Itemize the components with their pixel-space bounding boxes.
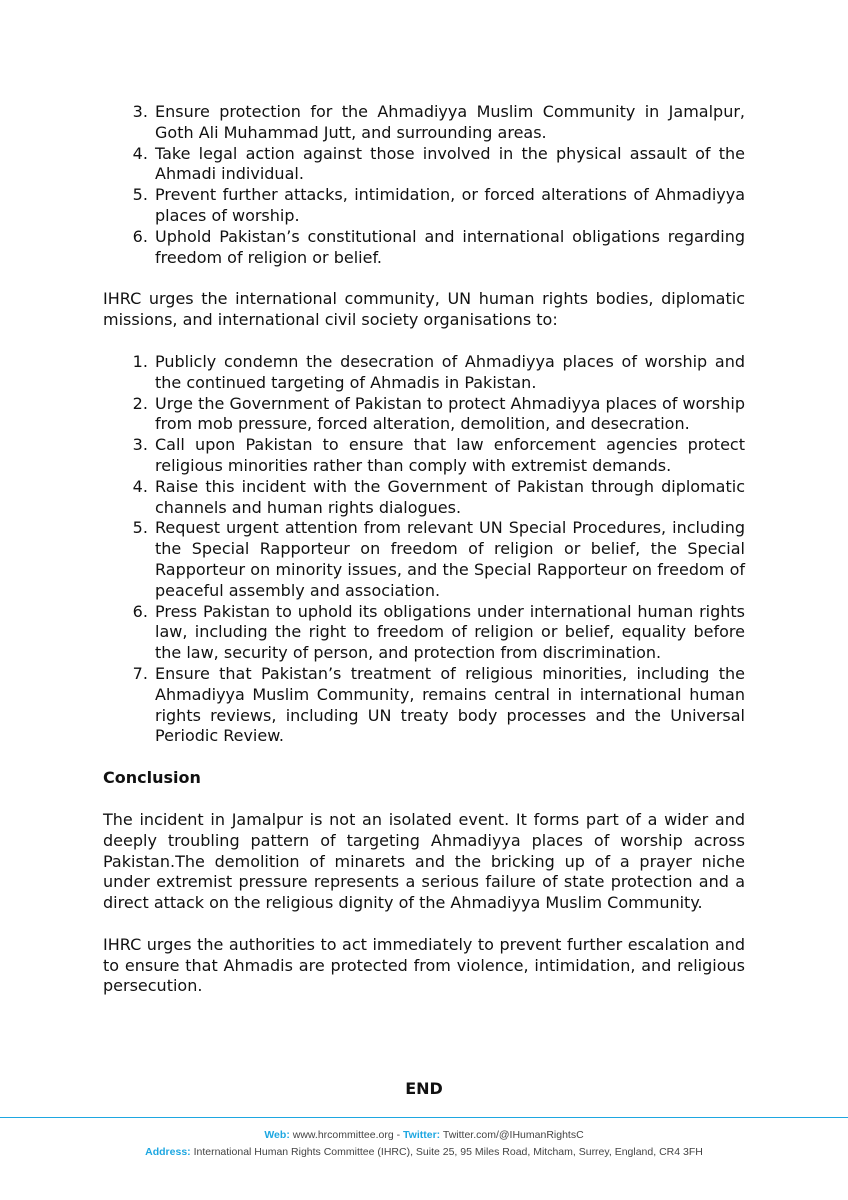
list-item: 4. Raise this incident with the Government of Pakistan through diplomatic channels and human rights dialogues. xyxy=(153,477,745,519)
conclusion-paragraph: The incident in Jamalpur is not an isolated event. It forms part of a wider and deeply troubling pattern of targeting Ahmadiyya places of worship across Pakistan.The demolition of minarets and the bricking up of a prayer niche under extremist pressure represents a serious failure of state protection and a direct attack on the religious dignity of the Ahmadiyya Muslim Community. xyxy=(103,809,745,913)
footer-address xyxy=(0,1146,848,1158)
conclusion-paragraph: IHRC urges the authorities to act immediately to prevent further escalation and to ensure that Ahmadis are protected from violence, intimidation, and religious persecution. xyxy=(103,934,745,996)
twitter-link[interactable]: Twitter.com/@IHumanRightsC xyxy=(440,1129,584,1141)
list-item: 2. Urge the Government of Pakistan to protect Ahmadiyya places of worship from mob pressure, forced alteration, demolition, and desecration. xyxy=(153,394,745,436)
list-item: 7. Ensure that Pakistan’s treatment of religious minorities, including the Ahmadiyya Muslim Community, remains central in international human rights reviews, including UN treaty body processes and the Universal Periodic Review. xyxy=(153,664,745,747)
list-item: 4. Take legal action against those involved in the physical assault of the Ahmadi individual. xyxy=(153,144,745,186)
recommendations-list-pakistan xyxy=(103,102,745,268)
list-item: 5. Prevent further attacks, intimidation, or forced alterations of Ahmadiyya places of worship. xyxy=(153,185,745,227)
end-marker: END xyxy=(405,1079,443,1098)
list-item: 6. Uphold Pakistan’s constitutional and international obligations regarding freedom of religion or belief. xyxy=(153,227,745,269)
international-intro: IHRC urges the international community, UN human rights bodies, diplomatic missions, and international civil society organisations to: xyxy=(103,289,745,330)
document-body xyxy=(103,102,745,997)
list-item: 3. Call upon Pakistan to ensure that law enforcement agencies protect religious minorities rather than comply with extremist demands. xyxy=(153,435,745,477)
list-item: 5. Request urgent attention from relevant UN Special Procedures, including the Special Rapporteur on freedom of religion or belief, the Special Rapporteur on minority issues, and the Special Rapporteur on freedom of peaceful assembly and association. xyxy=(153,518,745,601)
footer-contact: Web: www.hrcommittee.org - Twitter: Twitter.com/@IHumanRightsC xyxy=(264,1129,584,1141)
recommendations-list-international xyxy=(103,352,745,747)
twitter-label: Twitter: xyxy=(403,1129,441,1141)
footer-divider xyxy=(0,1117,848,1118)
address-text: International Human Rights Committee (IHRC), Suite 25, 95 Miles Road, Mitcham, Surrey, England, CR4 3FH xyxy=(190,1146,703,1158)
address-label: Address: xyxy=(145,1146,191,1158)
conclusion-heading: Conclusion xyxy=(103,768,201,788)
list-item: 6. Press Pakistan to uphold its obligations under international human rights law, including the right to freedom of religion or belief, equality before the law, security of person, and protection from discrimination. xyxy=(153,602,745,664)
list-item: 3. Ensure protection for the Ahmadiyya Muslim Community in Jamalpur, Goth Ali Muhammad Jutt, and surrounding areas. xyxy=(153,102,745,144)
web-link[interactable]: www.hrcommittee.org - xyxy=(289,1129,404,1141)
web-label: Web xyxy=(264,1129,287,1141)
list-item: 1. Publicly condemn the desecration of Ahmadiyya places of worship and the continued targeting of Ahmadis in Pakistan. xyxy=(153,352,745,394)
